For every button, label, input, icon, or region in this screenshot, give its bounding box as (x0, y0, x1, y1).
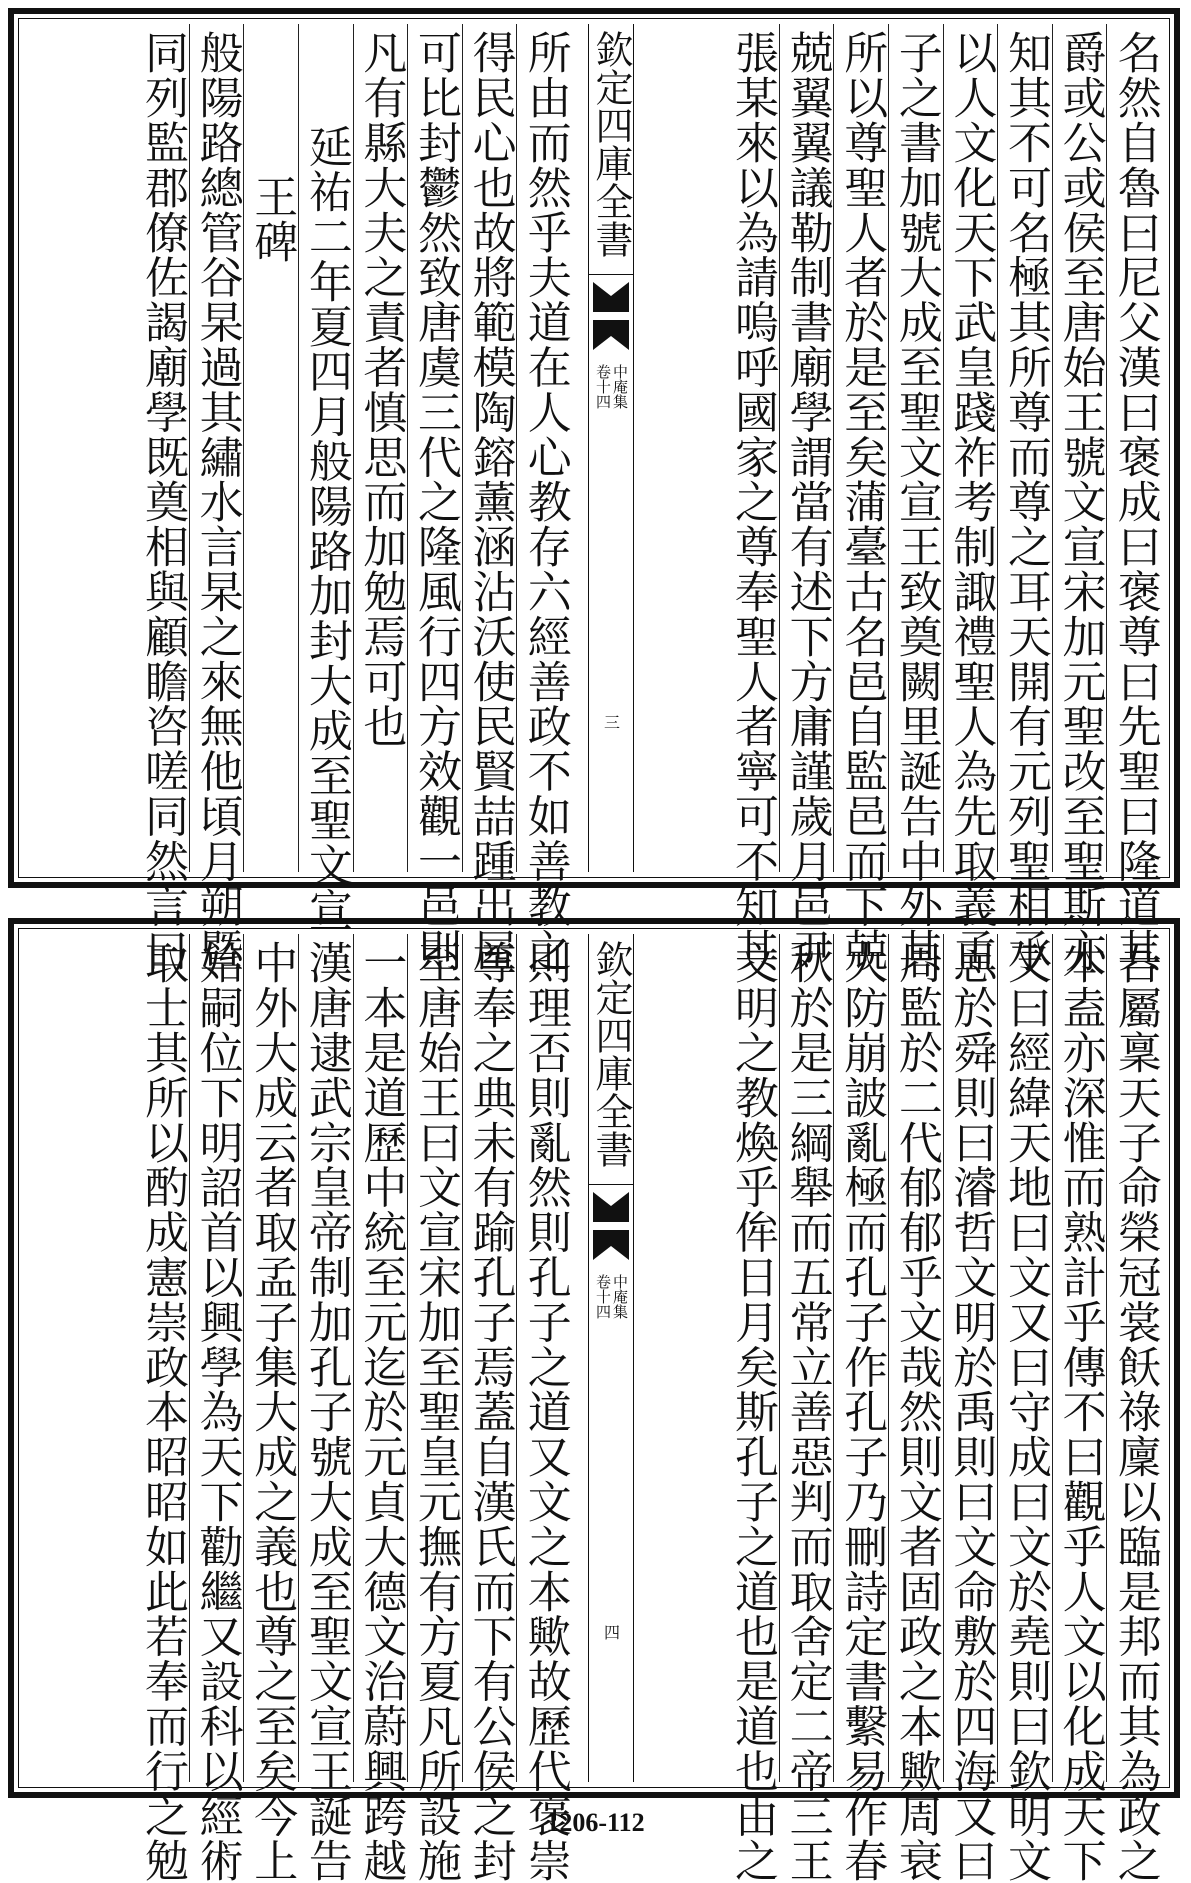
fish-tail-mark-icon (593, 1230, 629, 1260)
spine-page-number-box (589, 1624, 633, 1644)
column-text: 子之書加號大成至聖文宣王致奠闕里誕告中外其 (890, 30, 942, 973)
column-text: 文明之教煥乎侔日月矣斯孔子之道也是道也由之 (727, 940, 779, 1883)
column-text: 思於舜則曰濬哲文明於禹則曰文命敷於四海又曰 (945, 940, 997, 1883)
column-text: 凡有縣大夫之責者慎思而加勉焉可也 (355, 30, 407, 749)
text-block-left (26, 24, 572, 973)
text-column (190, 934, 245, 1883)
spine-book-title: 中庵集 (611, 1274, 629, 1319)
text-block-right (616, 24, 1162, 973)
page-top (8, 8, 1180, 973)
column-text: 吾屬稟天子命榮冠裳飫祿廩以臨是邦而其為政之 (1109, 940, 1161, 1883)
center-spine (588, 24, 634, 872)
column-text: 尊奉之典未有踰孔子焉蓋自漢氏而下有公侯之封 (464, 940, 516, 1883)
column-text: 周監於二代郁郁乎文哉然則文者固政之本歟周衰 (890, 940, 942, 1883)
column-text: 知其不可名極其所尊而尊之耳天開有元列聖相承 (1000, 30, 1052, 973)
spine-library-title: 欽定四庫全書 (589, 940, 633, 1168)
column-text: 始嗣位下明詔首以興學為天下勸繼又設科以經術 (191, 940, 243, 1883)
text-block-right (616, 934, 1162, 1883)
text-column (463, 24, 518, 973)
column-text: 又曰經緯天地曰文又曰守成曰文於堯則曰欽明文 (1000, 940, 1052, 1883)
text-column (244, 934, 299, 1883)
text-column (998, 24, 1053, 973)
text-column (725, 934, 780, 1883)
column-text: 名然自魯曰尼父漢曰褒成曰褒尊曰先聖曰隆道其 (1109, 30, 1161, 973)
text-column (135, 934, 190, 1883)
column-text: 所由而然乎夫道在人心教存六經善政不如善教之 (519, 30, 571, 973)
column-text: 一本是道歷中統至元迄於元貞大德文治蔚興跨越 (355, 940, 407, 1883)
text-column (463, 934, 518, 1883)
text-column (944, 934, 999, 1883)
column-text: 本盍亦深惟而熟計乎傳不曰觀乎人文以化成天下 (1054, 940, 1106, 1883)
text-column (998, 934, 1053, 1883)
column-text: 秋於是三綱舉而五常立善惡判而取舍定二帝三王 (781, 940, 833, 1883)
column-text: 張某來以為請嗚呼國家之尊奉聖人者寧可不知其 (727, 30, 779, 973)
text-column (517, 934, 572, 1883)
fish-tail-mark-icon (593, 320, 629, 350)
spine-page-number: 四 (601, 1624, 621, 1640)
catalog-page-number: 1206-112 (546, 1808, 645, 1837)
spine-book-title: 中庵集 (611, 364, 629, 409)
column-text: 同列監郡僚佐謁廟學既奠相與顧瞻咨嗟同然言曰 (137, 30, 189, 973)
column-text: 般陽路總管谷杲過其繡水言杲之來無他頃月朔暨 (191, 30, 243, 973)
text-column (517, 24, 572, 973)
column-text: 所以尊聖人者於是至矣蒲臺古名邑自監邑而下兢 (836, 30, 888, 973)
text-column (725, 24, 780, 973)
spine-page-number: 三 (601, 714, 621, 730)
text-column (889, 24, 944, 973)
text-column (408, 24, 463, 973)
text-block-left (26, 934, 572, 1883)
section-title-text: 延祐二年夏四月般陽路加封大成至聖文宣 (300, 124, 352, 933)
spine-volume: 卷十四 (594, 364, 612, 409)
column-text: 取士其所以酌成憲崇政本昭昭如此若奉而行之勉 (137, 940, 189, 1883)
spine-volume: 卷十四 (594, 1274, 612, 1319)
text-column (780, 24, 835, 973)
text-column (944, 24, 999, 973)
text-column (299, 934, 354, 1883)
column-text: 得民心也故將範模陶鎔薰涵沾沃使民賢喆踵出屋 (464, 30, 516, 973)
spine-page-number-box (589, 714, 633, 734)
column-text: 則理否則亂然則孔子之道又文之本歟故歷代褒崇 (519, 940, 571, 1883)
text-column (354, 934, 409, 1883)
text-column (780, 934, 835, 1883)
text-column (1053, 24, 1108, 973)
fish-tail-mark-icon (593, 1192, 629, 1222)
spine-book-info (591, 1274, 631, 1354)
column-text: 大防崩詖亂極而孔子作孔子乃刪詩定書繫易作春 (836, 940, 888, 1883)
text-column (1107, 24, 1162, 973)
text-column (408, 934, 463, 1883)
text-column (1107, 934, 1162, 1883)
text-column (834, 934, 889, 1883)
center-spine (588, 934, 634, 1782)
section-title-text: 王碑 (246, 174, 298, 264)
column-text: 漢唐逮武宗皇帝制加孔子號大成至聖文宣王誕告 (300, 940, 352, 1883)
text-column (299, 24, 354, 933)
text-column (244, 24, 299, 872)
column-text: 兢翼翼議勒制書廟學謂當有述下方庸謹歲月邑尹 (781, 30, 833, 973)
spine-library-title-box (589, 934, 633, 1185)
column-text: 以人文化天下武皇踐祚考制諏禮聖人為先取義孟 (945, 30, 997, 973)
spine-library-title: 欽定四庫全書 (589, 30, 633, 258)
spine-library-title-box (589, 24, 633, 275)
fish-tail-mark-icon (593, 282, 629, 312)
text-column (834, 24, 889, 973)
text-column (135, 24, 190, 973)
text-column (190, 24, 245, 973)
spine-book-info (591, 364, 631, 444)
column-text: 爵或公或侯至唐始王號文宣宋加元聖改至聖斯亦 (1054, 30, 1106, 973)
text-column (1053, 934, 1108, 1883)
column-text: 至唐始王曰文宣宋加至聖皇元撫有方夏凡所設施 (410, 940, 462, 1883)
text-column (889, 934, 944, 1883)
text-column (354, 24, 409, 872)
column-text: 可比封鬱然致唐虞三代之隆風行四方效觀一邑則 (410, 30, 462, 973)
column-text: 中外大成云者取孟子集大成之義也尊之至矣今上 (246, 940, 298, 1883)
